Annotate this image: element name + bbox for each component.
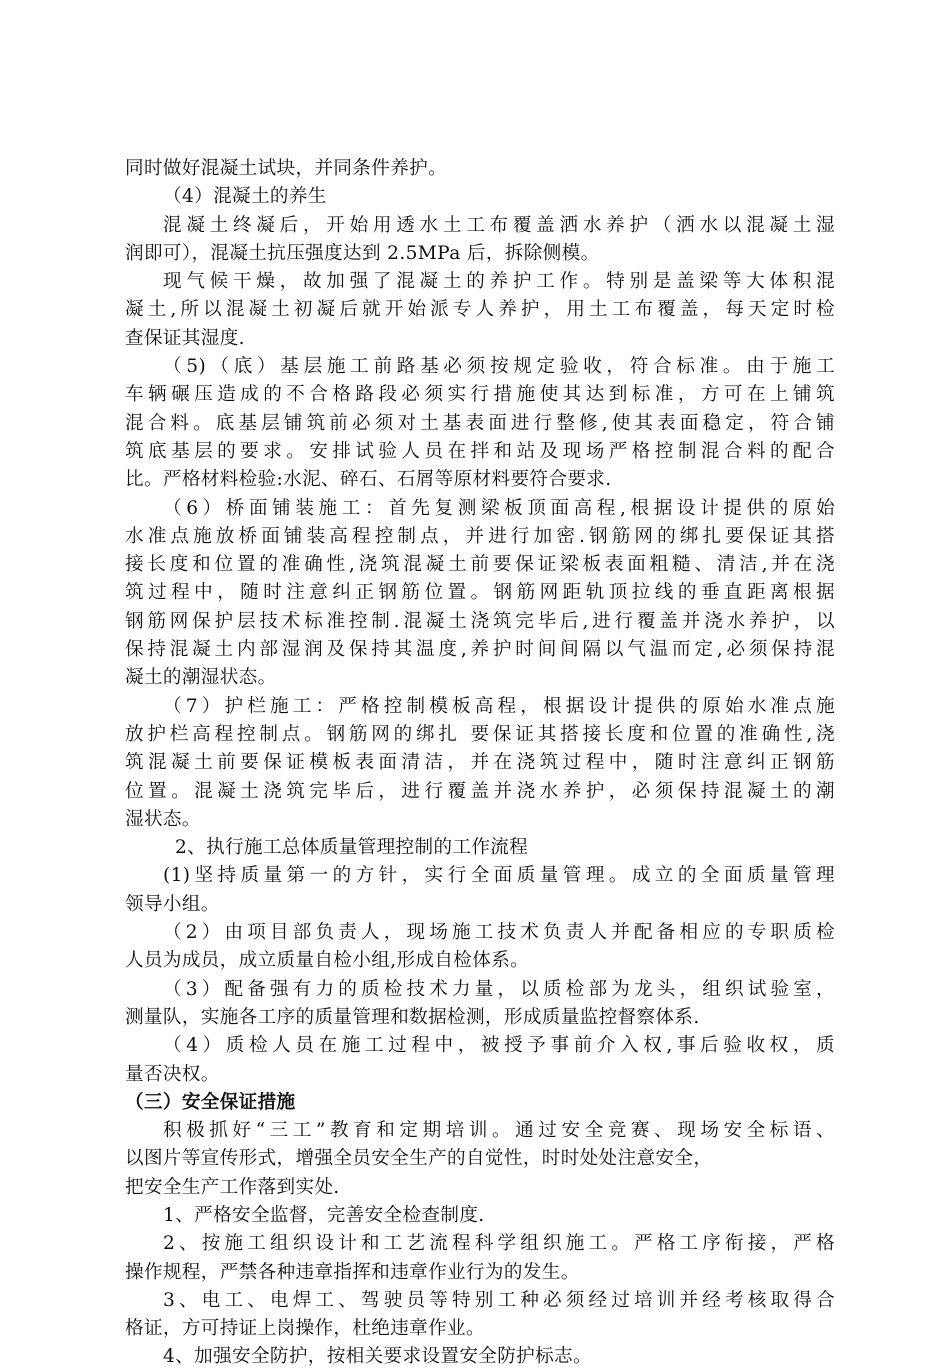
text-line: 混凝土终凝后，开始用透水土工布覆盖洒水养护（洒水以混凝土湿 <box>163 214 835 236</box>
text-line: 人员为成员，成立质量自检小组,形成自检体系。 <box>125 950 530 972</box>
text-line: 4、加强安全防护，按相关要求设置安全防护标志。 <box>163 1346 592 1368</box>
text-line: （3）配备强有力的质检技术力量，以质检部为龙头，组织试验室， <box>163 978 835 1000</box>
text-line: （4）混凝土的养生 <box>163 186 327 208</box>
text-line: 2、按施工组织设计和工艺流程科学组织施工。严格工序衔接，严格 <box>163 1233 835 1255</box>
text-line: 水准点施放桥面铺装高程控制点，并进行加密.钢筋网的绑扎要保证其搭 <box>125 525 835 547</box>
text-line: （7）护栏施工：严格控制模板高程，根据设计提供的原始水准点施 <box>163 695 835 717</box>
text-line: 润即可），混凝土抗压强度达到 2.5MPa 后，拆除侧模。 <box>125 242 600 264</box>
text-line: 操作规程，严禁各种违章指挥和违章作业行为的发生。 <box>125 1261 580 1283</box>
text-line: （2）由项目部负责人，现场施工技术负责人并配备相应的专职质检 <box>163 922 835 944</box>
text-line: 量否决权。 <box>125 1063 220 1085</box>
text-line: 接长度和位置的准确性,浇筑混凝土前要保证梁板表面粗糙、清洁,并在浇 <box>125 554 835 576</box>
text-line: 领导小组。 <box>125 893 220 915</box>
text-line: 位置。混凝土浇筑完毕后，进行覆盖并浇水养护，必须保持混凝土的潮 <box>125 780 835 802</box>
text-line: 车辆碾压造成的不合格路段必须实行措施使其达到标准，方可在上铺筑 <box>125 384 835 406</box>
text-line: 格证，方可持证上岗操作，杜绝违章作业。 <box>125 1318 485 1340</box>
text-line: （5)（底）基层施工前路基必须按规定验收，符合标准。由于施工 <box>163 356 835 378</box>
text-line: 凝土的潮湿状态。 <box>125 667 277 689</box>
text-line: 测量队，实施各工序的质量管理和数据检测，形成质量监控督察体系. <box>125 1006 700 1028</box>
text-line: （6）桥面铺装施工：首先复测梁板顶面高程,根据设计提供的原始 <box>163 497 835 519</box>
text-line: （4）质检人员在施工过程中，被授予事前介入权,事后验收权，质 <box>163 1035 835 1057</box>
text-line: 凝土,所以混凝土初凝后就开始派专人养护，用土工布覆盖，每天定时检 <box>125 299 835 321</box>
text-line: 保持混凝土内部湿润及保持其温度,养护时间间隔以气温而定,必须保持混 <box>125 639 835 661</box>
text-line: 2、执行施工总体质量管理控制的工作流程 <box>175 837 529 859</box>
text-line: 筑混凝土前要保证模板表面清洁，并在浇筑过程中，随时注意纠正钢筋 <box>125 752 835 774</box>
text-line: 3、电工、电焊工、驾驶员等特别工种必须经过培训并经考核取得合 <box>163 1289 835 1311</box>
text-line: 钢筋网保护层技术标准控制.混凝土浇筑完毕后,进行覆盖并浇水养护，以 <box>125 610 835 632</box>
document-body <box>125 155 835 1372</box>
text-line: 比。严格材料检验:水泥、碎石、石屑等原材料要符合要求. <box>125 469 612 491</box>
text-line: 湿状态。 <box>125 808 201 830</box>
text-line: 同时做好混凝土试块，并同条件养护。 <box>125 158 448 179</box>
text-line: 混合料。底基层铺筑前必须对土基表面进行整修,使其表面稳定，符合铺 <box>125 412 835 434</box>
text-line: 筑过程中，随时注意纠正钢筋位置。钢筋网距轨顶拉线的垂直距离根据 <box>125 582 835 604</box>
text-line: (1)坚持质量第一的方针，实行全面质量管理。成立的全面质量管理 <box>163 865 835 887</box>
text-line: 放护栏高程控制点。钢筋网的绑扎 要保证其搭接长度和位置的准确性,浇 <box>125 723 835 745</box>
text-line: 1、严格安全监督，完善安全检查制度. <box>163 1204 485 1226</box>
text-line: 以图片等宣传形式，增强全员安全生产的自觉性，时时处处注意安全， <box>125 1148 713 1170</box>
text-line: 积极抓好“三工”教育和定期培训。通过安全竞赛、现场安全标语、 <box>163 1120 835 1142</box>
text-line: 现气候干燥，故加强了混凝土的养护工作。特别是盖梁等大体积混 <box>163 271 835 293</box>
text-line: 筑底基层的要求。安排试验人员在拌和站及现场严格控制混合料的配合 <box>125 440 835 462</box>
text-line: 把安全生产工作落到实处. <box>125 1176 340 1198</box>
text-line: 查保证其湿度. <box>125 327 245 349</box>
section-heading: （三）安全保证措施 <box>125 1091 296 1113</box>
